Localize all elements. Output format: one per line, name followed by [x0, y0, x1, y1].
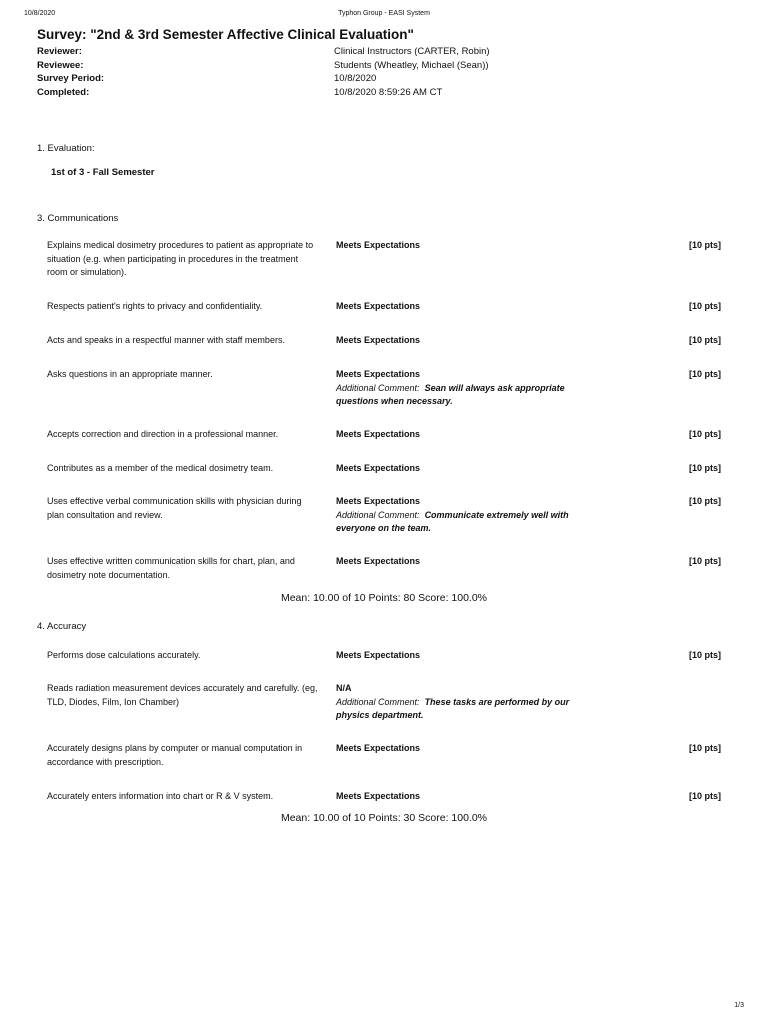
- question-text: Uses effective written communication skills for chart, plan, and dosimetry note documentation.: [47, 556, 295, 580]
- communications-summary: Mean: 10.00 of 10 Points: 80 Score: 100.0%: [280, 592, 488, 604]
- question-text: Contributes as a member of the medical dosimetry team.: [47, 463, 274, 473]
- points: [10 pts]: [688, 496, 721, 506]
- rating: Meets Expectations: [336, 301, 421, 311]
- answer: [336, 462, 586, 476]
- meta-value: 10/8/2020: [334, 73, 377, 84]
- points: [10 pts]: [688, 743, 721, 753]
- comment-text: These tasks are performed by our physics department.: [336, 696, 570, 720]
- answer: [336, 649, 586, 663]
- meta-value: Clinical Instructors (CARTER, Robin): [334, 46, 490, 57]
- evaluation-heading: 1. Evaluation:: [37, 143, 95, 154]
- print-header: [24, 10, 744, 22]
- rating: Meets Expectations: [336, 335, 421, 345]
- meta-row-reviewee: [37, 60, 727, 74]
- points: [10 pts]: [688, 240, 721, 250]
- survey-meta: [37, 46, 727, 100]
- print-date: 10/8/2020: [24, 10, 56, 17]
- question-text: Uses effective verbal communication skills with physician during plan consultation and review.: [47, 496, 302, 520]
- rating: Meets Expectations: [336, 556, 421, 566]
- page-number: 1/3: [734, 1002, 744, 1009]
- answer: [336, 428, 586, 442]
- rating: Meets Expectations: [336, 240, 421, 250]
- rating: N/A: [336, 683, 352, 693]
- comment-text: Sean will always ask appropriate questions when necessary.: [336, 382, 565, 406]
- meta-row-survey-period: [37, 73, 727, 87]
- comment-label: Additional Comment:: [336, 509, 420, 520]
- points: [10 pts]: [688, 556, 721, 566]
- answer: [336, 682, 586, 723]
- question-text: Acts and speaks in a respectful manner with staff members.: [47, 335, 285, 345]
- points: [10 pts]: [688, 463, 721, 473]
- points: [10 pts]: [688, 369, 721, 379]
- answer: [336, 239, 586, 253]
- survey-title: Survey: "2nd & 3rd Semester Affective Clinical Evaluation": [37, 27, 414, 42]
- points: [10 pts]: [688, 791, 721, 801]
- question-text: Performs dose calculations accurately.: [47, 650, 201, 660]
- rating: Meets Expectations: [336, 791, 421, 801]
- meta-label: Survey Period:: [37, 73, 105, 84]
- comment-label: Additional Comment:: [336, 382, 420, 393]
- meta-label: Reviewer:: [37, 46, 82, 57]
- answer: [336, 368, 586, 409]
- comment-text: Communicate extremely well with everyone on the team.: [336, 509, 569, 533]
- rating: Meets Expectations: [336, 463, 421, 473]
- points: [10 pts]: [688, 429, 721, 439]
- meta-label: Completed:: [37, 86, 90, 98]
- rating: Meets Expectations: [336, 429, 421, 439]
- question-text: Explains medical dosimetry procedures to patient as appropriate to situation (e.g. when participating in procedures in the treatment room or simulation).: [47, 240, 314, 277]
- answer: [336, 495, 586, 536]
- question-text: Accepts correction and direction in a professional manner.: [47, 429, 279, 439]
- answer: [336, 742, 586, 756]
- answer: [336, 790, 586, 804]
- print-title: Typhon Group - EASI System: [338, 10, 430, 17]
- rating: Meets Expectations: [336, 369, 421, 379]
- question-text: Asks questions in an appropriate manner.: [47, 369, 213, 379]
- points: [10 pts]: [688, 335, 721, 345]
- question-text: Respects patient's rights to privacy and confidentiality.: [47, 301, 263, 311]
- communications-heading: 3. Communications: [37, 213, 119, 224]
- additional-comment: [336, 696, 586, 723]
- question-text: Reads radiation measurement devices accurately and carefully. (eg, TLD, Diodes, Film, Ion Chamber): [47, 683, 318, 707]
- meta-row-completed: [37, 87, 727, 101]
- meta-row-reviewer: [37, 46, 727, 60]
- points: [10 pts]: [688, 301, 721, 311]
- question-text: Accurately enters information into chart or R & V system.: [47, 791, 274, 801]
- meta-value: Students (Wheatley, Michael (Sean)): [334, 59, 489, 71]
- answer: [336, 555, 586, 569]
- answer: [336, 334, 586, 348]
- rating: Meets Expectations: [336, 743, 421, 753]
- rating: Meets Expectations: [336, 650, 421, 660]
- points: [10 pts]: [688, 650, 721, 660]
- accuracy-heading: 4. Accuracy: [37, 621, 87, 632]
- evaluation-value: 1st of 3 - Fall Semester: [51, 167, 155, 178]
- accuracy-summary: Mean: 10.00 of 10 Points: 30 Score: 100.0%: [280, 812, 488, 824]
- question-text: Accurately designs plans by computer or manual computation in accordance with prescription.: [47, 743, 303, 767]
- answer: [336, 300, 586, 314]
- additional-comment: [336, 382, 586, 409]
- comment-label: Additional Comment:: [336, 696, 420, 707]
- rating: Meets Expectations: [336, 496, 421, 506]
- meta-label: Reviewee:: [37, 59, 84, 71]
- meta-value: 10/8/2020 8:59:26 AM CT: [334, 86, 443, 98]
- additional-comment: [336, 509, 586, 536]
